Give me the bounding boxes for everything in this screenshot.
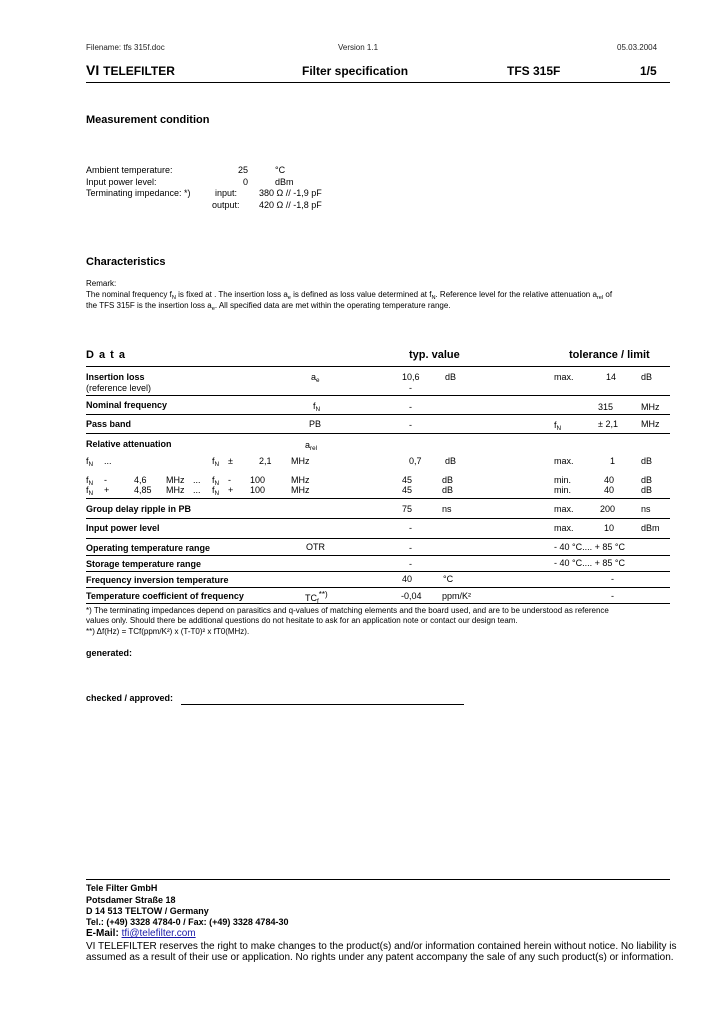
col-header-data: D a t a [86,349,127,361]
row-divider [86,538,670,539]
temp-coefficient-symbol: $TC_f^{**)}$ [305,590,328,605]
insertion-loss-label: Insertion loss [86,372,145,382]
row-divider [86,395,670,396]
insertion-loss-limit: 14 [606,372,617,382]
relatt-fb: $f_N$ [212,456,220,468]
pass-band-label: Pass band [86,419,132,429]
insertion-loss-sublabel: (reference level) [86,383,152,393]
footer-street: Potsdamer Straße 18 [86,895,176,905]
note-impedance-line-1: *) The terminating impedances depend on parasitics and q-values of matching elements and the board used, and are to be understood as reference [86,606,609,615]
pass-band-limit: ± 2,1 [598,419,618,429]
remark-line-1: The nominal frequency $f_N$ is fixed at . The insertion loss $a_e$ is defined as loss value determined at $f_N$. Reference level for the relative attenuation $a_{rel}$ of [86,290,613,301]
group-delay-label: Group delay ripple in PB [86,504,192,514]
temp-coefficient-label: Temperature coefficient of frequency [86,591,244,601]
insertion-loss-unit: dB [445,372,457,382]
operating-temp-label: Operating temperature range [86,543,211,553]
storage-temp-typ: - [409,559,412,569]
footer-city: D 14 513 TELTOW / Germany [86,906,209,916]
nominal-frequency-typ: - [409,402,412,412]
footer-divider [86,879,670,880]
insertion-loss-symbol: $a_e$ [311,372,320,384]
relative-attenuation-label: Relative attenuation [86,439,172,449]
temp-coefficient-unit: ppm/K² [442,591,472,601]
footer-email-link[interactable]: tfi@telefilter.com [121,928,196,939]
impedance-output-value: 420 Ω // -1,8 pF [259,200,322,210]
generated-label: generated: [86,648,133,658]
temp-coefficient-typ: -0,04 [401,591,422,601]
footer-company: Tele Filter GmbH [86,883,158,893]
relatt-fa: $f_N$ [86,456,94,468]
row-divider [86,433,670,434]
footer-disclaimer-line-2: assumed as a result of their use or application. No rights under any patent accompany the sale of any such product(s) or information. [86,952,674,963]
impedance-input-value: 380 Ω // -1,9 pF [259,188,322,198]
nominal-frequency-symbol: $f_N$ [313,401,321,413]
table-top-divider [86,366,670,367]
insertion-loss-limit-unit: dB [641,372,653,382]
relatt-fa: $f_N$ [86,475,94,487]
relatt-fb: $f_N$ [212,485,220,497]
checked-label: checked / approved: [86,693,174,703]
group-delay-limit-type: max. [554,504,574,514]
signature-line [181,704,464,705]
note-tc-formula: **) Δf(Hz) = TCf(ppm/K²) x (T-T0)² x fT0(MHz). [86,627,250,636]
insertion-loss-typ: 10,6 [402,372,420,382]
nominal-frequency-label: Nominal frequency [86,400,168,410]
col-header-tolerance: tolerance / limit [569,349,650,361]
remark-line-2: the TFS 315F is the insertion loss $a_e$. All specified data are met within the operating temperature range. [86,301,451,312]
impedance-label: Terminating impedance: *) [86,188,191,198]
inversion-temp-limit: - [611,574,614,584]
group-delay-limit-unit: ns [641,504,651,514]
input-power-limit-unit: dBm [641,523,660,533]
brand-vi: VI [86,62,100,78]
group-delay-typ: 75 [402,504,413,514]
part-number: TFS 315F [507,64,561,78]
pass-band-fn: $f_N$ [554,420,562,432]
page-number: 1/5 [640,64,657,78]
row-divider [86,587,670,588]
group-delay-limit: 200 [600,504,616,514]
row-divider [86,414,670,415]
footer-email-label: E-Mail: [86,928,119,939]
operating-temp-symbol: OTR [306,542,325,552]
row-divider [86,518,670,519]
input-power-limit: 10 [604,523,615,533]
remark-label: Remark: [86,279,117,288]
pass-band-limit-unit: MHz [641,419,660,429]
row-divider [86,555,670,556]
brand-logo [86,62,175,78]
insertion-loss-limit-type: max. [554,372,574,382]
header-date: 05.03.2004 [617,43,658,52]
inversion-temp-label: Frequency inversion temperature [86,575,229,585]
row-divider [86,498,670,499]
input-power-label: Input power level [86,523,160,533]
characteristics-title: Characteristics [86,256,166,268]
impedance-input-label: input: [215,188,238,198]
operating-temp-typ: - [409,543,412,553]
nominal-frequency-limit: 315 [598,402,614,412]
doc-title: Filter specification [302,64,409,78]
power-unit: dBm [275,177,294,187]
header-version: Version 1.1 [338,43,379,52]
pass-band-typ: - [409,420,412,430]
power-label: Input power level: [86,177,157,187]
footer-email-line [86,928,196,939]
group-delay-unit: ns [442,504,452,514]
table-bottom-divider [86,603,670,604]
insertion-loss-dash: - [409,383,412,393]
storage-temp-limit: - 40 °C.... + 85 °C [554,558,625,568]
ambient-value: 25 [238,165,249,175]
relatt-fa: $f_N$ [86,485,94,497]
input-power-typ: - [409,523,412,533]
footer-phone: Tel.: (+49) 3328 4784-0 / Fax: (+49) 3328 4784-30 [86,917,289,927]
temp-coefficient-limit: - [611,591,614,601]
inversion-temp-unit: °C [443,574,454,584]
relative-attenuation-symbol: $a_{rel}$ [305,440,318,452]
col-header-typ: typ. value [409,349,460,361]
operating-temp-limit: - 40 °C.... + 85 °C [554,542,625,552]
row-divider [86,571,670,572]
relative-attenuation-rows: $f_N$ ... $f_N$ ± 2,1 MHz 0,7 dB max. 1 dB $f_N$ - 4,6 MHz ... $f_N$ - 100 MHz 45 dB min. 40 dB $f_N$ + 4,85 MHz ... $f_N$ + 100 MHz 45 dB min. 40 dB [86,456,653,497]
measurement-title: Measurement condition [86,114,210,126]
header-divider [86,82,670,83]
input-power-limit-type: max. [554,523,574,533]
relatt-fb: $f_N$ [212,475,220,487]
inversion-temp-typ: 40 [402,574,413,584]
footer-disclaimer-line-1: VI TELEFILTER reserves the right to make changes to the product(s) and/or information contained herein without notice. No liability is [86,941,677,952]
impedance-output-label: output: [212,200,240,210]
nominal-frequency-limit-unit: MHz [641,402,660,412]
ambient-unit: °C [275,165,286,175]
note-impedance-line-2: values only. Should there be additional questions do not hesitate to ask for an application note or contact our design team. [86,616,518,625]
brand-name: TELEFILTER [103,64,175,78]
pass-band-symbol: PB [309,419,322,429]
power-value: 0 [243,177,249,187]
header-filename: Filename: tfs 315f.doc [86,43,165,52]
ambient-label: Ambient temperature: [86,165,173,175]
storage-temp-label: Storage temperature range [86,559,202,569]
